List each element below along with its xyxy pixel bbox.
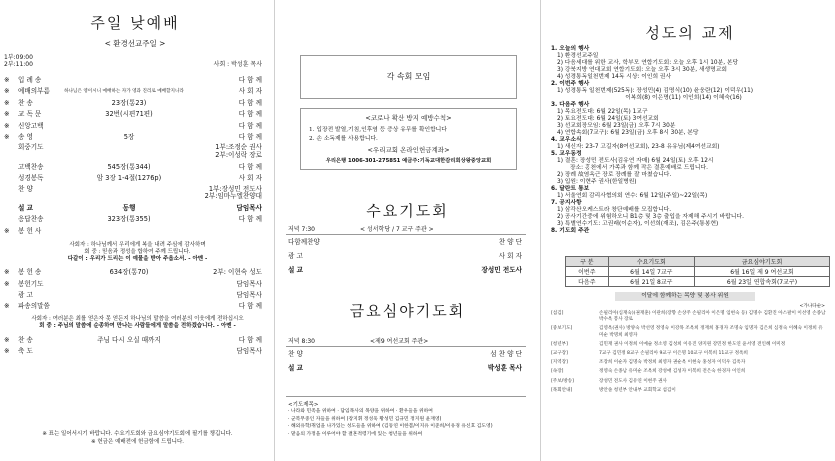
prayer-group (551, 342, 831, 348)
group-members: 정영숙 손종남 유미순 조옥희 강성애 김성자 이복희 전은숙 한경자 이인희 (599, 369, 746, 375)
footnote: ※ 헌금은 예배전에 헌금함에 드립니다. (90, 439, 185, 445)
wed-time: 저녁 7:30 (288, 226, 315, 233)
order-row (288, 266, 526, 275)
news-heading: 1. 오늘의 행사 (551, 46, 590, 52)
order-content: 5장 (123, 133, 135, 141)
order-content: 동행 (122, 204, 136, 212)
prayer-meeting-panel (280, 0, 535, 461)
order-row (4, 336, 266, 345)
order-row (4, 163, 266, 172)
news-line: 이복희(8) 이은명(11) 이인희(14) 이혜숙(16) (557, 95, 742, 101)
order-person: 1부:조정순 권사 2부:이성락 장로 (215, 143, 262, 159)
footnote: ※ 표는 일어서시기 바랍니다. 수요기도회와 금요심야기도회에 필기를 챙깁니다. (42, 431, 233, 437)
order-person: 다 함 께 (238, 302, 262, 311)
order-name: 입 례 송 (18, 76, 42, 84)
order-content: 하나님은 영이시니 예배하는 자가 영과 진리로 예배할지니라 (64, 89, 184, 95)
news-line: 1) 삼각산오케스트라 창단예배를 모집합니다. (557, 207, 672, 213)
prayer-groups (551, 311, 831, 397)
sending-words: 사회자 : 여러분은 최를 얻은자 못 얻든지 하나님의 말씀을 여러분의 이웃에게 전하십시오 회 중 : 주님의 말씀에 순종하여 만나는 사람들에게 말씀을 전하겠습니다. - 아멘 - (31, 315, 244, 329)
order-name: 응답찬송 (18, 215, 44, 224)
order-name: 봉 헌 사 (18, 226, 42, 235)
order-content: 32번(시편71편) (105, 110, 153, 119)
group-members: 방안솔 청년부 안내부 교회학교 섬김이 (599, 387, 676, 393)
order-person: 2부: 이현숙 성도 (213, 268, 262, 277)
prayer-box-sub: <가나다순> (799, 304, 825, 309)
meeting-box: 각 속회 모임 (300, 55, 517, 99)
prayer-group (551, 326, 831, 338)
group-members: 장성민 전도사 김유연 이현주 권사 (599, 378, 667, 384)
order-row (4, 76, 266, 85)
divider (286, 234, 526, 235)
news-line: 1) 환경선교주일 (557, 53, 599, 59)
wed-subtitle: < 성서학당 / 7 교구 주관 > (360, 226, 434, 233)
duty-table: 구 분 수요기도회 금요심야기도회 이번주 6월 14일 7교구 6월 16일 제 9 여선교회 다음주 6월 21일 8교구 6월 23일 연합속회(7교구) (565, 256, 830, 287)
group-members: 조장희 이순자 김명숙 박정희 최영자 권순옥 이현숙 홍성자 이덕우 김옥자 (599, 360, 746, 366)
order-row (4, 133, 266, 142)
order-name: 교 독 문 (18, 110, 42, 119)
order-row (4, 87, 266, 96)
news-heading: 7. 공지사항 (551, 200, 582, 206)
order-row (288, 252, 526, 261)
order-name: 찬 양 (288, 350, 303, 358)
order-row (4, 122, 266, 131)
stand-mark: ※ (4, 268, 10, 277)
prayer-title: <기도제목> (288, 402, 319, 408)
stand-mark: ※ (4, 302, 10, 311)
news-line: 1) 서울연회 감리사협의회 연수: 6월 12일(주일)~22일(목) (557, 193, 708, 199)
order-row (4, 347, 266, 356)
prayer-group (551, 388, 831, 394)
prayer-group (551, 311, 831, 323)
news-line: 2) 장례 故염옥근 장로 장례를 잘 마쳤습니다. (557, 172, 672, 178)
prayer-list: · 나라와 민족을 위하여 · 담임목사의 목양을 위하여 · 환우들을 위하여 · 군복무중인 자들을 위하여 (장지휘 정성욱 황성민 김규민 정지원 윤재영) · 해외유학/취업을 나가있는 성도들을 위하여 (김동연 이한봄/이지유 이준희/이유경 유신호 김도영) · 맡음의 가정을 이루어야 할 결혼적령기에 있는 청년들을 위하여 (288, 409, 493, 437)
group-label: [섬김] (551, 311, 564, 316)
order-person: 섬 찬 양 단 (490, 350, 522, 358)
order-person: 담임목사 (236, 347, 262, 356)
order-name: 회중기도 (18, 143, 44, 152)
stand-mark: ※ (4, 347, 10, 356)
group-label: [교구장] (551, 351, 568, 357)
news-line: 1) 목요전도대: 6월 22일(목) 1교구 (557, 109, 648, 115)
prayer-group (551, 379, 831, 385)
news-heading: 4. 교우소식 (551, 137, 582, 143)
news-heading: 3. 다음주 행사 (551, 102, 590, 108)
prayer-group (551, 360, 831, 366)
order-row (4, 302, 266, 311)
news-line: 2) 다음세대를 위한 교사, 학부모 연합기도회: 오늘 오후 1시 10분, 본당 (557, 60, 739, 66)
order-name: 다함께찬양 (288, 238, 320, 246)
group-members: 손필리아(심재숙)(권재훈) 이관희(장향 손상주 손필리아 이은명 임현숙 등) 김명수 김환진 아스팔이 이선영 손종남 박수옥 봉사 장로 (599, 311, 826, 323)
order-row (4, 215, 266, 224)
divider (274, 0, 275, 461)
prayer-group (551, 351, 831, 357)
group-label: [청년부] (551, 341, 568, 347)
divider (286, 346, 526, 347)
order-row (4, 280, 266, 289)
corona-notice: <코로나 확산 방지 예방수칙> 1. 입장전 발열,기침,인후염 등 증상 유무를 확인합니다 2. 손 소독제를 사용합니다. <우리교회 온라인헌금계좌> 우리은행 1006-301-275851 예금주:기독교대한감리회상왕중앙교회 (300, 108, 517, 170)
page-title: 주일 낮예배 (90, 14, 180, 32)
order-person: 담임목사 (236, 291, 262, 299)
order-name: 송 영 (18, 133, 33, 141)
service-time: 1부:09:00 (4, 54, 33, 61)
group-members: 7교구 김민정 8교구 손필리아 9교구 이은명 10교구 이복희 11교구 정옥희 (599, 351, 748, 357)
order-row (4, 144, 266, 160)
fri-time: 저녁 8:30 (288, 338, 315, 345)
order-name: 성경봉독 (18, 174, 44, 183)
order-name: 설 교 (18, 204, 34, 212)
stand-mark: ※ (4, 335, 10, 344)
order-content: 암 3장 1-4절(1276p) (96, 174, 162, 183)
order-row (4, 291, 266, 300)
news-line: 1) 성경통독 일천번제(525독): 장성민(4) 김명식(10) 윤웅란(12) 이덕우(11) (557, 88, 754, 94)
order-name: 축 도 (18, 347, 33, 356)
order-person: 다 함 께 (238, 121, 262, 130)
order-person: 박성훈 목사 (487, 364, 522, 372)
fellowship-panel (545, 0, 835, 461)
order-row (4, 227, 266, 236)
stand-mark: ※ (4, 279, 10, 288)
order-row (4, 110, 266, 119)
group-label: [목회안내] (551, 387, 573, 393)
order-person: 담임목사 (236, 279, 262, 288)
prayer-group (551, 369, 831, 375)
order-row (4, 99, 266, 108)
sunday-worship-panel (0, 0, 270, 461)
news-line: 4) 성경통독일천번제 14독 시상: 이인희 권사 (557, 74, 672, 80)
order-content: 634장(통70) (109, 268, 149, 277)
stand-mark: ※ (4, 76, 10, 84)
order-row (288, 364, 526, 373)
order-name: 고백찬송 (18, 162, 44, 171)
group-label: [중보기도] (551, 326, 573, 332)
order-person: 다 함 께 (238, 335, 262, 344)
news-heading: 8. 기도회 주관 (551, 228, 590, 234)
news-line: 4) 연합속회(7교구): 6월 23일(금) 오후 8시 30분, 본당 (557, 130, 699, 136)
order-content: 323장(통355) (107, 215, 151, 224)
order-row (4, 268, 266, 277)
offering-prayer: 사회자 : 하나님께서 우리에게 복을 내려 주심에 감사하며 회 중 : 믿음과 정성을 합하여 주께 드립니다. 다같이 : 우리가 드리는 이 예물을 받아 주옵소서. - 아멘 - (67, 242, 208, 263)
order-name: 광 고 (18, 291, 33, 299)
order-content: 23장(통23) (111, 98, 147, 107)
order-person: 다 함 께 (238, 133, 262, 141)
order-person: 사 회 자 (498, 252, 522, 260)
news-line: 3) 특별연수기도: 고권래(이순자), 이선희(재조), 김은주(통봉현) (557, 221, 719, 227)
order-row (4, 174, 266, 183)
group-members: 김민재 권사 이정희 이예슬 정소영 김성희 이유진 양지원 강민정 한도연 윤서영 전인혜 이미정 (599, 341, 786, 347)
order-name: 찬 송 (18, 98, 33, 107)
order-name: 봉 헌 송 (18, 268, 42, 277)
stand-mark: ※ (4, 87, 10, 96)
order-content: 주님 다시 오실 때까지 (97, 335, 161, 344)
order-person: 사 회 자 (238, 174, 262, 183)
order-person: 사 회 자 (238, 87, 262, 96)
news-heading: 5. 교우동정 (551, 151, 582, 157)
news-line: 1) 새신자: 23-7 고길자(8여선교회), 23-8 유유님(제4여선교회) (557, 144, 720, 150)
order-name: 광 고 (288, 252, 303, 260)
order-name: 파송의말씀 (18, 302, 50, 311)
order-row (288, 350, 526, 359)
stand-mark: ※ (4, 110, 10, 119)
order-name: 설 교 (288, 364, 304, 372)
order-person: 다 함 께 (238, 76, 262, 84)
service-time: 2부:11:00 (4, 61, 33, 68)
news-line: 장소: 홍천에서 가족과 함께 작은 결혼예배로 드립니다. (557, 165, 708, 171)
news-list (551, 46, 831, 235)
order-person: 1부:장성민 전도사 2부:임마누엘찬양대 (204, 184, 262, 201)
fri-subtitle: <제9 여선교회 주관> (370, 338, 429, 345)
leader: 사회 : 박성훈 목사 (213, 61, 262, 68)
news-line: 3) 선교회장모임: 6월 23일(금) 오후 7시 30분 (557, 123, 676, 129)
stand-mark: ※ (4, 121, 10, 130)
fellowship-title: 성도의 교제 (645, 24, 735, 42)
order-row (4, 204, 266, 213)
order-name: 설 교 (288, 266, 304, 274)
stand-mark: ※ (4, 133, 10, 141)
order-person: 장성민 전도사 (481, 266, 522, 274)
order-person: 찬 양 단 (498, 238, 522, 246)
order-name: 찬 송 (18, 335, 33, 344)
order-person: 다 함 께 (238, 98, 262, 107)
order-name: 봉헌기도 (18, 279, 44, 288)
account-info: 우리은행 1006-301-275851 예금주:기독교대한감리회상왕중앙교회 (325, 158, 492, 164)
fri-title: 금요심야기도회 (349, 302, 466, 320)
stand-mark: ※ (4, 226, 10, 235)
order-row (4, 186, 266, 202)
order-person: 다 함 께 (238, 215, 262, 224)
news-heading: 6. 달란트 통보 (551, 186, 590, 192)
order-name: 신앙고백 (18, 121, 44, 130)
order-row (288, 238, 526, 247)
group-label: [주보/방송] (551, 378, 574, 384)
news-heading: 2. 이번주 행사 (551, 81, 590, 87)
news-line: 3) 강북지방 연대교회 연합기도회: 오늘 오후 3시 30분, 새생명교회 (557, 67, 727, 73)
group-label: [지역장] (551, 360, 568, 366)
order-person: 다 함 께 (238, 162, 262, 171)
order-name: 찬 양 (18, 184, 33, 193)
order-person: 담임목사 (236, 204, 262, 212)
stand-mark: ※ (4, 98, 10, 107)
group-members: 김영옥(권사) 방양숙 박선영 정영숙 이강목 조옥희 정재희 홍경자 조명숙 임명자 김은희 심정숙 이혜숙 이정희 유미순 박명희 최영자 (599, 326, 823, 338)
divider (286, 396, 526, 397)
divider (540, 0, 541, 461)
news-line: 2) 공사기간중에 위험하오니 B1층 및 3층 출입을 자제해 주시기 바랍니다. (557, 214, 744, 220)
wed-title: 수요기도회 (366, 202, 449, 220)
prayer-box-title: 이달에 함께하는 목양 및 봉사 위원 (615, 292, 755, 301)
order-person: 다 함 께 (238, 110, 262, 119)
news-line: 3) 입원: 이현주 권사(한일병원) (557, 179, 637, 185)
order-name: 예배의부름 (18, 87, 50, 96)
order-content: 545장(통344) (107, 162, 151, 171)
subtitle: < 환경선교주일 > (104, 39, 166, 48)
news-line: 2) 토요전도대: 6월 24일(토) 3여선교회 (557, 116, 659, 122)
group-label: [속장] (551, 369, 564, 375)
news-line: 1) 결혼: 장성민 전도사(김유연 자매) 6월 24일(토) 오후 12시 (557, 158, 714, 164)
